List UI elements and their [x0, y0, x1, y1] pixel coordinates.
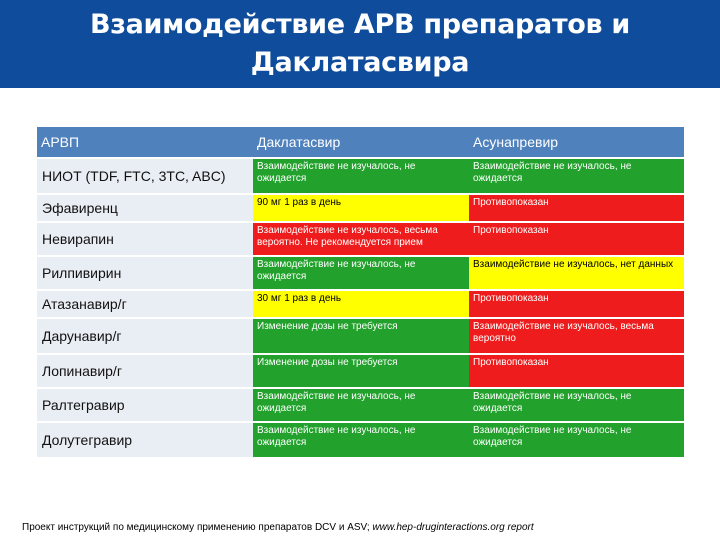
asunaprevir-cell: Взаимодействие не изучалось, не ожидается [469, 159, 684, 193]
daclatasvir-cell: Взаимодействие не изучалось, не ожидается [253, 257, 469, 289]
table-row [37, 159, 684, 193]
asunaprevir-cell: Взаимодействие не изучалось, не ожидается [469, 423, 684, 457]
daclatasvir-cell: 30 мг 1 раз в день [253, 291, 469, 317]
daclatasvir-cell: Изменение дозы не требуется [253, 319, 469, 353]
header-arv: АРВП [37, 127, 253, 157]
footnote-link: www.hep-druginteractions.org report [372, 522, 534, 533]
daclatasvir-cell: Взаимодействие не изучалось, не ожидается [253, 389, 469, 421]
drug-name-cell: Рилпивирин [37, 257, 253, 289]
table-body [37, 159, 684, 457]
drug-name-cell: Дарунавир/г [37, 319, 253, 353]
header-daclatasvir: Даклатасвир [253, 127, 469, 157]
table-row [37, 223, 684, 255]
daclatasvir-cell: Изменение дозы не требуется [253, 355, 469, 387]
slide-title [0, 0, 720, 116]
table-row [37, 195, 684, 221]
table-header-row [37, 127, 684, 157]
header-asunaprevir: Асунапревир [469, 127, 684, 157]
table-row [37, 257, 684, 289]
daclatasvir-cell: Взаимодействие не изучалось, не ожидается [253, 423, 469, 457]
daclatasvir-cell: 90 мг 1 раз в день [253, 195, 469, 221]
table-row [37, 423, 684, 457]
table-row [37, 355, 684, 387]
drug-name-cell: Ралтегравир [37, 389, 253, 421]
table-row [37, 389, 684, 421]
table-row [37, 291, 684, 317]
asunaprevir-cell: Взаимодействие не изучалось, не ожидается [469, 389, 684, 421]
asunaprevir-cell: Противопоказан [469, 355, 684, 387]
drug-name-cell: Долутегравир [37, 423, 253, 457]
daclatasvir-cell: Взаимодействие не изучалось, не ожидается [253, 159, 469, 193]
interaction-table [37, 125, 684, 459]
asunaprevir-cell: Противопоказан [469, 195, 684, 221]
drug-name-cell: Эфавиренц [37, 195, 253, 221]
drug-name-cell: Лопинавир/г [37, 355, 253, 387]
asunaprevir-cell: Взаимодействие не изучалось, нет данных [469, 257, 684, 289]
drug-name-cell: НИОТ (TDF, FTC, 3TC, ABC) [37, 159, 253, 193]
drug-name-cell: Невирапин [37, 223, 253, 255]
title-line-1: Взаимодействие АРВ препаратов и Даклатасвира [89, 9, 631, 78]
footnote-text: Проект инструкций по медицинскому применению препаратов DCV и ASV; [22, 522, 373, 533]
title-line-2: и Асунапревира [237, 85, 483, 116]
asunaprevir-cell: Противопоказан [469, 223, 684, 255]
drug-name-cell: Атазанавир/г [37, 291, 253, 317]
asunaprevir-cell: Противопоказан [469, 291, 684, 317]
table-row [37, 319, 684, 353]
asunaprevir-cell: Взаимодействие не изучалось, весьма вероятно [469, 319, 684, 353]
footnote [22, 522, 534, 533]
daclatasvir-cell: Взаимодействие не изучалось, весьма вероятно. Не рекомендуется прием [253, 223, 469, 255]
